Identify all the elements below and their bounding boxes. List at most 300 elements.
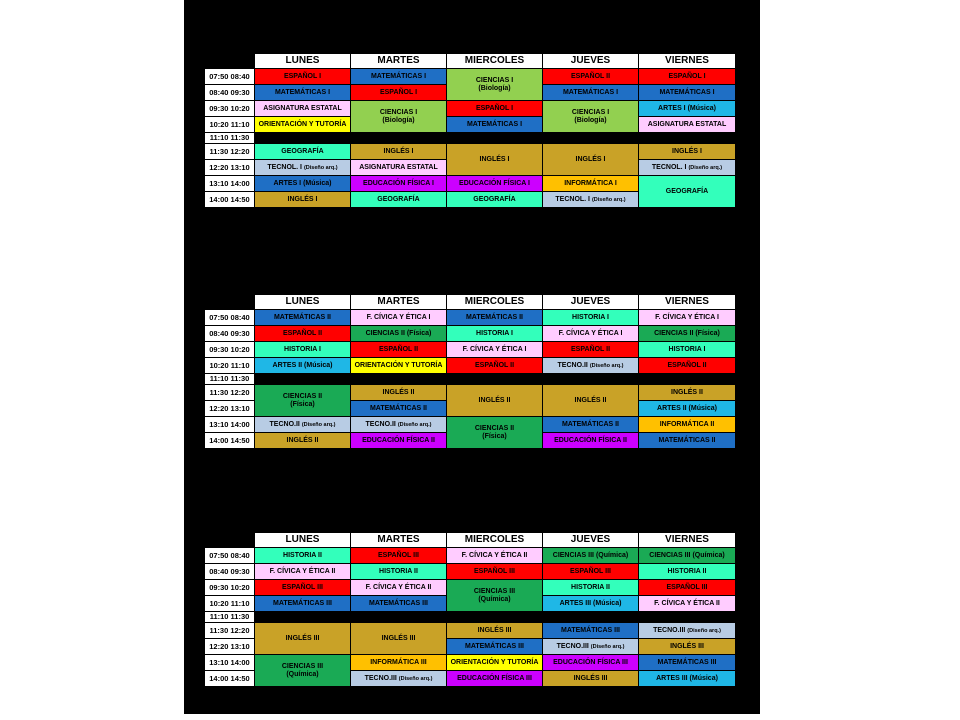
class-cell bbox=[639, 69, 736, 85]
day-header: JUEVES bbox=[543, 295, 639, 310]
class-cell bbox=[447, 117, 543, 133]
class-cell bbox=[447, 623, 543, 639]
day-header-row bbox=[205, 295, 736, 310]
class-label: EDUCACIÓN FÍSICA I bbox=[363, 179, 434, 187]
class-note: (Diseño arq.) bbox=[301, 421, 336, 428]
class-label: TECNO.II bbox=[557, 361, 588, 369]
class-note: (Diseño arq.) bbox=[589, 362, 624, 369]
break-cell bbox=[255, 374, 736, 385]
class-label: CIENCIAS I bbox=[571, 109, 610, 117]
class-label: INGLÉS III bbox=[381, 634, 416, 642]
day-header: VIERNES bbox=[639, 533, 736, 548]
class-label: ESPAÑOL II bbox=[378, 345, 419, 353]
class-label: GEOGRAFÍA bbox=[665, 187, 709, 195]
class-label: ESPAÑOL III bbox=[570, 567, 611, 575]
time-slot: 12:20 13:10 bbox=[205, 639, 255, 655]
class-label: INGLÉS I bbox=[575, 155, 606, 163]
class-cell bbox=[543, 655, 639, 671]
class-label: (Física) bbox=[482, 432, 507, 440]
class-label: TECNOL. I bbox=[651, 163, 687, 171]
class-cell bbox=[639, 417, 736, 433]
day-header-row bbox=[205, 54, 736, 69]
class-label: INFORMÁTICA I bbox=[564, 179, 617, 187]
class-label: TECNOL. I bbox=[555, 195, 591, 203]
class-label: MATEMÁTICAS I bbox=[466, 120, 523, 128]
class-label: ESPAÑOL I bbox=[283, 72, 322, 80]
time-slot: 11:10 11:30 bbox=[205, 612, 255, 623]
class-cell bbox=[639, 580, 736, 596]
class-label: INGLÉS III bbox=[573, 674, 608, 682]
time-slot: 11:10 11:30 bbox=[205, 133, 255, 144]
class-label: INGLÉS II bbox=[671, 388, 703, 396]
class-cell bbox=[447, 548, 543, 564]
class-cell bbox=[639, 342, 736, 358]
class-cell bbox=[351, 176, 447, 192]
day-header: MARTES bbox=[351, 533, 447, 548]
table-row bbox=[205, 326, 736, 342]
time-slot: 14:00 14:50 bbox=[205, 433, 255, 449]
class-cell bbox=[351, 101, 447, 133]
day-header: MIERCOLES bbox=[447, 54, 543, 69]
class-label: CIENCIAS II (Física) bbox=[365, 329, 432, 337]
class-cell bbox=[255, 101, 351, 117]
table-row bbox=[205, 69, 736, 85]
class-cell bbox=[543, 639, 639, 655]
class-label: (Química) bbox=[478, 595, 511, 603]
break-cell bbox=[255, 612, 736, 623]
class-label: ESPAÑOL III bbox=[666, 583, 708, 591]
class-label: INGLÉS I bbox=[383, 147, 414, 155]
time-slot: 14:00 14:50 bbox=[205, 192, 255, 208]
time-slot: 07:50 08:40 bbox=[205, 69, 255, 85]
class-cell bbox=[255, 192, 351, 208]
class-label: TECNO.III bbox=[653, 626, 686, 634]
time-slot: 11:10 11:30 bbox=[205, 374, 255, 385]
class-cell bbox=[639, 385, 736, 401]
class-label: ESPAÑOL I bbox=[668, 72, 706, 80]
class-label: MATEMÁTICAS III bbox=[273, 599, 332, 607]
class-cell bbox=[255, 326, 351, 342]
time-slot: 11:30 12:20 bbox=[205, 144, 255, 160]
class-label: F. CÍVICA Y ÉTICA II bbox=[365, 583, 432, 591]
class-cell bbox=[543, 580, 639, 596]
class-cell bbox=[543, 144, 639, 176]
schedule-table-2 bbox=[204, 294, 736, 449]
class-label: ESPAÑOL II bbox=[282, 329, 323, 337]
class-cell bbox=[351, 310, 447, 326]
class-cell bbox=[255, 548, 351, 564]
class-label: INFORMÁTICA II bbox=[659, 420, 715, 428]
class-label: EDUCACIÓN FÍSICA II bbox=[362, 436, 435, 444]
class-cell bbox=[255, 564, 351, 580]
day-header: MIERCOLES bbox=[447, 295, 543, 310]
class-cell bbox=[447, 417, 543, 449]
time-slot: 09:30 10:20 bbox=[205, 101, 255, 117]
class-cell bbox=[351, 596, 447, 612]
class-cell bbox=[351, 69, 447, 85]
class-cell bbox=[351, 417, 447, 433]
class-label: F. CÍVICA Y ÉTICA I bbox=[462, 345, 527, 353]
class-label: MATEMÁTICAS I bbox=[274, 88, 331, 96]
class-cell bbox=[639, 160, 736, 176]
table-row bbox=[205, 655, 736, 671]
class-label: ARTES III (Música) bbox=[656, 674, 718, 682]
day-header: JUEVES bbox=[543, 54, 639, 69]
class-cell bbox=[639, 596, 736, 612]
class-cell bbox=[255, 385, 351, 417]
class-cell bbox=[639, 101, 736, 117]
class-label: TECNO.III bbox=[556, 642, 589, 650]
class-cell bbox=[543, 596, 639, 612]
class-cell bbox=[639, 117, 736, 133]
class-label: GEOGRAFÍA bbox=[473, 195, 516, 203]
day-header: MARTES bbox=[351, 295, 447, 310]
class-label: TECNO.II bbox=[269, 420, 300, 428]
class-cell bbox=[639, 176, 736, 208]
table-row bbox=[205, 358, 736, 374]
class-cell bbox=[351, 564, 447, 580]
table-row bbox=[205, 117, 736, 133]
class-cell bbox=[639, 655, 736, 671]
class-label: CIENCIAS II bbox=[282, 393, 323, 401]
class-note: (Diseño arq.) bbox=[397, 421, 432, 428]
class-label: GEOGRAFÍA bbox=[377, 195, 420, 203]
class-label: CIENCIAS I bbox=[475, 77, 514, 85]
class-cell bbox=[543, 623, 639, 639]
day-header: LUNES bbox=[255, 533, 351, 548]
class-cell bbox=[351, 326, 447, 342]
class-label: HISTORIA II bbox=[379, 567, 418, 575]
table-row bbox=[205, 342, 736, 358]
class-label: HISTORIA I bbox=[476, 329, 513, 337]
class-cell bbox=[351, 144, 447, 160]
class-label: MATEMÁTICAS III bbox=[465, 642, 524, 650]
class-cell bbox=[447, 671, 543, 687]
table-row bbox=[205, 580, 736, 596]
class-label: ORIENTACIÓN Y TUTORÍA bbox=[354, 361, 443, 369]
class-label: ASIGNATURA ESTATAL bbox=[263, 104, 342, 112]
class-label: INGLÉS I bbox=[479, 155, 510, 163]
time-slot: 13:10 14:00 bbox=[205, 176, 255, 192]
class-cell bbox=[639, 358, 736, 374]
header-corner bbox=[205, 54, 255, 69]
class-label: ESPAÑOL I bbox=[379, 88, 418, 96]
class-cell bbox=[351, 385, 447, 401]
class-label: CIENCIAS III bbox=[281, 663, 324, 671]
class-label: HISTORIA I bbox=[284, 345, 321, 353]
table-row bbox=[205, 564, 736, 580]
time-slot: 13:10 14:00 bbox=[205, 655, 255, 671]
class-cell bbox=[447, 385, 543, 417]
class-cell bbox=[255, 655, 351, 687]
class-label: MATEMÁTICAS III bbox=[369, 599, 428, 607]
class-label: F. CÍVICA Y ÉTICA I bbox=[655, 313, 719, 321]
class-cell bbox=[255, 342, 351, 358]
time-slot: 07:50 08:40 bbox=[205, 548, 255, 564]
class-cell bbox=[351, 160, 447, 176]
class-note: (Diseño arq.) bbox=[687, 627, 721, 634]
time-slot: 08:40 09:30 bbox=[205, 85, 255, 101]
class-label: ARTES I (Música) bbox=[658, 104, 716, 112]
class-cell bbox=[351, 655, 447, 671]
class-label: (Biología) bbox=[574, 116, 607, 124]
class-cell bbox=[255, 580, 351, 596]
class-label: CIENCIAS III bbox=[473, 588, 516, 596]
table-row bbox=[205, 623, 736, 639]
class-label: ESPAÑOL III bbox=[378, 551, 419, 559]
class-label: EDUCACIÓN FÍSICA III bbox=[457, 674, 532, 682]
class-label: MATEMÁTICAS I bbox=[370, 72, 427, 80]
class-label: MATEMÁTICAS II bbox=[658, 436, 716, 444]
class-label: ESPAÑOL II bbox=[667, 361, 707, 369]
class-cell bbox=[543, 326, 639, 342]
table-row bbox=[205, 310, 736, 326]
class-label: INGLÉS II bbox=[382, 388, 415, 396]
day-header: MIERCOLES bbox=[447, 533, 543, 548]
class-cell bbox=[447, 655, 543, 671]
class-cell bbox=[255, 176, 351, 192]
class-cell bbox=[543, 671, 639, 687]
class-label: (Química) bbox=[286, 670, 319, 678]
break-row bbox=[205, 374, 736, 385]
class-cell bbox=[351, 580, 447, 596]
schedule-table-3 bbox=[204, 532, 736, 687]
class-cell bbox=[543, 69, 639, 85]
class-cell bbox=[639, 433, 736, 449]
table-row bbox=[205, 548, 736, 564]
class-cell bbox=[447, 580, 543, 612]
class-cell bbox=[447, 358, 543, 374]
class-cell bbox=[255, 417, 351, 433]
class-cell bbox=[639, 548, 736, 564]
class-label: HISTORIA I bbox=[668, 345, 706, 353]
class-label: ESPAÑOL II bbox=[474, 361, 515, 369]
class-label: ORIENTACIÓN Y TUTORÍA bbox=[450, 658, 539, 666]
break-cell bbox=[255, 133, 736, 144]
class-label: INGLÉS III bbox=[477, 626, 512, 634]
class-note: (Diseño arq.) bbox=[398, 675, 433, 682]
class-label: MATEMÁTICAS III bbox=[657, 658, 717, 666]
day-header-row bbox=[205, 533, 736, 548]
header-corner bbox=[205, 533, 255, 548]
class-label: GEOGRAFÍA bbox=[281, 147, 324, 155]
class-label: MATEMÁTICAS I bbox=[659, 88, 715, 96]
break-row bbox=[205, 133, 736, 144]
class-label: INGLÉS II bbox=[286, 436, 319, 444]
class-label: HISTORIA II bbox=[571, 583, 610, 591]
class-cell bbox=[543, 385, 639, 417]
class-label: EDUCACIÓN FÍSICA III bbox=[553, 658, 628, 666]
class-cell bbox=[447, 192, 543, 208]
class-cell bbox=[447, 144, 543, 176]
class-cell bbox=[447, 326, 543, 342]
class-cell bbox=[543, 310, 639, 326]
class-cell bbox=[639, 144, 736, 160]
class-label: (Biología) bbox=[382, 116, 415, 124]
class-label: INGLÉS II bbox=[574, 396, 607, 404]
class-label: MATEMÁTICAS II bbox=[273, 313, 332, 321]
class-cell bbox=[351, 623, 447, 655]
class-label: TECNO.II bbox=[365, 420, 396, 428]
class-label: MATEMÁTICAS III bbox=[561, 626, 620, 634]
table-row bbox=[205, 101, 736, 117]
class-cell bbox=[543, 192, 639, 208]
schedule-table-1 bbox=[204, 53, 736, 208]
class-cell bbox=[639, 639, 736, 655]
class-cell bbox=[543, 358, 639, 374]
class-label: F. CÍVICA Y ÉTICA I bbox=[558, 329, 623, 337]
class-cell bbox=[543, 548, 639, 564]
time-slot: 07:50 08:40 bbox=[205, 310, 255, 326]
class-note: (Diseño arq.) bbox=[591, 196, 626, 203]
class-label: INGLÉS II bbox=[478, 396, 511, 404]
class-label: MATEMÁTICAS I bbox=[562, 88, 619, 96]
class-cell bbox=[639, 85, 736, 101]
class-label: EDUCACIÓN FÍSICA II bbox=[554, 436, 627, 444]
time-slot: 11:30 12:20 bbox=[205, 385, 255, 401]
class-cell bbox=[447, 310, 543, 326]
class-cell bbox=[351, 192, 447, 208]
day-header: VIERNES bbox=[639, 54, 736, 69]
class-cell bbox=[255, 117, 351, 133]
class-cell bbox=[543, 433, 639, 449]
class-cell bbox=[255, 160, 351, 176]
class-label: HISTORIA I bbox=[572, 313, 609, 321]
class-cell bbox=[639, 564, 736, 580]
class-cell bbox=[255, 144, 351, 160]
table-row bbox=[205, 144, 736, 160]
time-slot: 09:30 10:20 bbox=[205, 580, 255, 596]
class-cell bbox=[543, 101, 639, 133]
class-cell bbox=[543, 176, 639, 192]
class-label: ESPAÑOL I bbox=[475, 104, 514, 112]
class-cell bbox=[543, 85, 639, 101]
time-slot: 11:30 12:20 bbox=[205, 623, 255, 639]
day-header: VIERNES bbox=[639, 295, 736, 310]
class-cell bbox=[447, 639, 543, 655]
day-header: JUEVES bbox=[543, 533, 639, 548]
table-row bbox=[205, 385, 736, 401]
class-label: INGLÉS III bbox=[285, 634, 320, 642]
break-row bbox=[205, 612, 736, 623]
class-label: CIENCIAS III (Química) bbox=[552, 551, 629, 559]
header-corner bbox=[205, 295, 255, 310]
class-cell bbox=[447, 342, 543, 358]
class-label: MATEMÁTICAS II bbox=[561, 420, 620, 428]
class-label: F. CÍVICA Y ÉTICA II bbox=[269, 567, 336, 575]
class-label: CIENCIAS II bbox=[474, 425, 515, 433]
class-note: (Diseño arq.) bbox=[688, 164, 723, 171]
class-cell bbox=[255, 358, 351, 374]
class-label: CIENCIAS II (Física) bbox=[654, 329, 720, 337]
class-cell bbox=[351, 342, 447, 358]
time-slot: 10:20 11:10 bbox=[205, 117, 255, 133]
time-slot: 09:30 10:20 bbox=[205, 342, 255, 358]
time-slot: 08:40 09:30 bbox=[205, 564, 255, 580]
class-label: CIENCIAS III (Química) bbox=[649, 551, 725, 559]
class-label: F. CÍVICA Y ÉTICA I bbox=[366, 313, 431, 321]
class-cell bbox=[447, 101, 543, 117]
class-cell bbox=[639, 401, 736, 417]
time-slot: 10:20 11:10 bbox=[205, 358, 255, 374]
class-label: ESPAÑOL III bbox=[282, 583, 323, 591]
class-cell bbox=[639, 326, 736, 342]
time-slot: 13:10 14:00 bbox=[205, 417, 255, 433]
class-cell bbox=[351, 548, 447, 564]
time-slot: 12:20 13:10 bbox=[205, 401, 255, 417]
class-cell bbox=[447, 564, 543, 580]
class-label: F. CÍVICA Y ÉTICA II bbox=[461, 551, 528, 559]
class-label: HISTORIA II bbox=[283, 551, 322, 559]
time-slot: 08:40 09:30 bbox=[205, 326, 255, 342]
class-cell bbox=[543, 342, 639, 358]
class-label: ARTES II (Música) bbox=[657, 404, 717, 412]
class-label: TECNOL. I bbox=[267, 163, 303, 171]
day-header: LUNES bbox=[255, 295, 351, 310]
class-label: MATEMÁTICAS II bbox=[369, 404, 428, 412]
class-label: ARTES II (Música) bbox=[272, 361, 333, 369]
class-label: INGLÉS III bbox=[670, 642, 704, 650]
class-cell bbox=[447, 176, 543, 192]
class-label: MATEMÁTICAS II bbox=[465, 313, 524, 321]
class-cell bbox=[351, 358, 447, 374]
class-cell bbox=[351, 433, 447, 449]
day-header: MARTES bbox=[351, 54, 447, 69]
class-cell bbox=[447, 69, 543, 101]
table-row bbox=[205, 417, 736, 433]
class-label: ESPAÑOL III bbox=[474, 567, 515, 575]
class-cell bbox=[255, 433, 351, 449]
class-cell bbox=[351, 401, 447, 417]
class-cell bbox=[639, 671, 736, 687]
class-label: ASIGNATURA ESTATAL bbox=[647, 120, 727, 128]
class-label: INFORMÁTICA III bbox=[370, 658, 427, 666]
class-label: ORIENTACIÓN Y TUTORÍA bbox=[258, 120, 347, 128]
class-label: (Biología) bbox=[478, 84, 511, 92]
class-cell bbox=[543, 564, 639, 580]
class-cell bbox=[255, 596, 351, 612]
class-note: (Diseño arq.) bbox=[590, 643, 625, 650]
class-label: ARTES III (Música) bbox=[559, 599, 622, 607]
class-cell bbox=[255, 310, 351, 326]
time-slot: 14:00 14:50 bbox=[205, 671, 255, 687]
class-cell bbox=[255, 85, 351, 101]
day-header: LUNES bbox=[255, 54, 351, 69]
class-label: CIENCIAS I bbox=[379, 109, 418, 117]
class-cell bbox=[543, 417, 639, 433]
class-label: ESPAÑOL II bbox=[570, 345, 611, 353]
class-label: (Física) bbox=[290, 400, 315, 408]
class-label: ARTES I (Música) bbox=[273, 179, 332, 187]
time-slot: 10:20 11:10 bbox=[205, 596, 255, 612]
class-label: EDUCACIÓN FÍSICA I bbox=[459, 179, 530, 187]
class-note: (Diseño arq.) bbox=[303, 164, 338, 171]
class-label: INGLÉS I bbox=[672, 147, 702, 155]
class-cell bbox=[639, 623, 736, 639]
time-slot: 12:20 13:10 bbox=[205, 160, 255, 176]
class-label: ESPAÑOL II bbox=[570, 72, 611, 80]
class-cell bbox=[639, 310, 736, 326]
table-row bbox=[205, 176, 736, 192]
class-label: HISTORIA II bbox=[667, 567, 707, 575]
class-cell bbox=[255, 69, 351, 85]
class-label: F. CÍVICA Y ÉTICA II bbox=[654, 599, 720, 607]
class-label: ASIGNATURA ESTATAL bbox=[359, 163, 438, 171]
class-cell bbox=[255, 623, 351, 655]
class-label: INGLÉS I bbox=[287, 195, 318, 203]
class-cell bbox=[351, 671, 447, 687]
class-cell bbox=[351, 85, 447, 101]
